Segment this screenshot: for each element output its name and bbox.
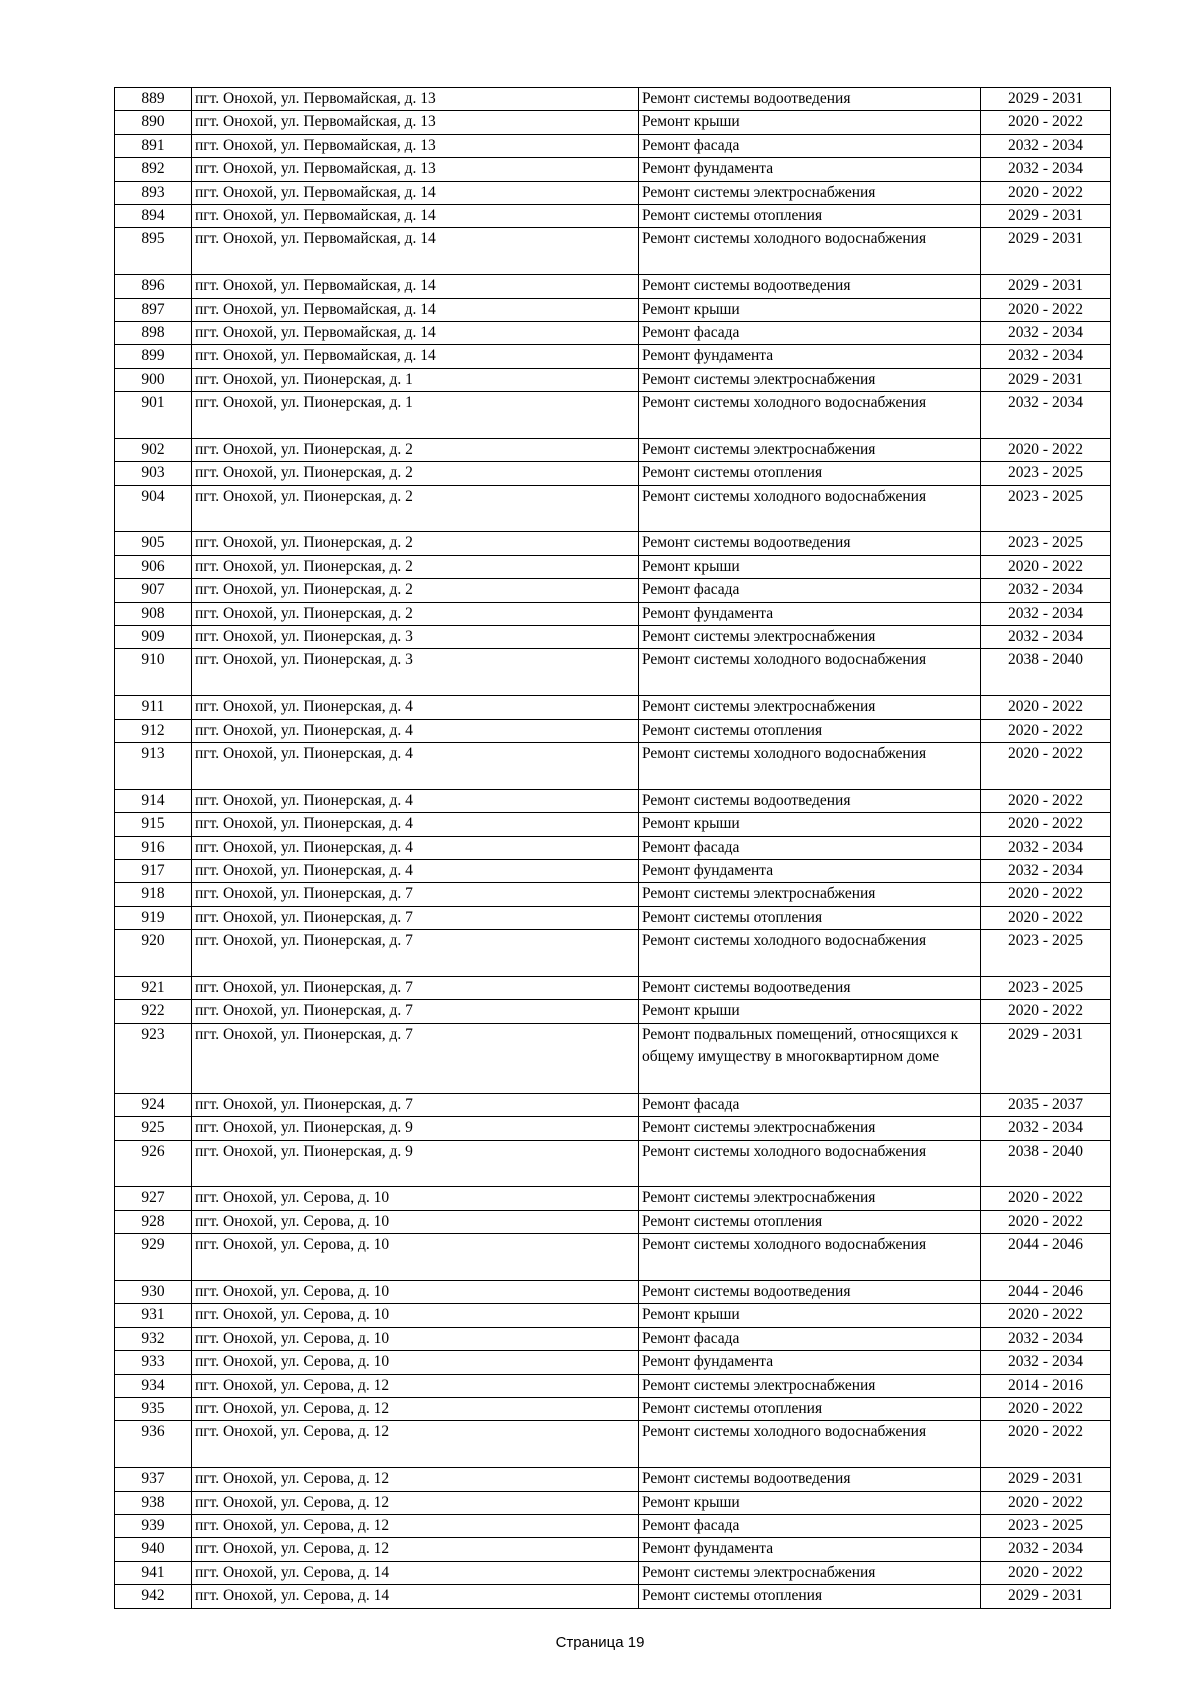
work-type-cell: Ремонт фасада [639,134,981,157]
work-type-cell: Ремонт крыши [639,111,981,134]
period-cell: 2020 - 2022 [981,719,1111,742]
table-row [115,1281,1111,1304]
period-cell: 2023 - 2025 [981,976,1111,999]
address-cell: пгт. Онохой, ул. Первомайская, д. 14 [192,321,639,344]
period-cell: 2032 - 2034 [981,626,1111,649]
address-cell: пгт. Онохой, ул. Пионерская, д. 2 [192,602,639,625]
row-number-cell: 918 [115,883,192,906]
row-number-cell: 895 [115,228,192,275]
table-row [115,859,1111,882]
period-cell: 2020 - 2022 [981,813,1111,836]
row-number-cell: 897 [115,298,192,321]
address-cell: пгт. Онохой, ул. Пионерская, д. 7 [192,976,639,999]
table-row [115,1468,1111,1491]
work-type-cell: Ремонт фундамента [639,859,981,882]
period-cell: 2029 - 2031 [981,275,1111,298]
table-row [115,321,1111,344]
row-number-cell: 941 [115,1561,192,1584]
period-cell: 2020 - 2022 [981,743,1111,790]
work-type-cell: Ремонт крыши [639,298,981,321]
table-row [115,298,1111,321]
work-type-cell: Ремонт системы холодного водоснабжения [639,1234,981,1281]
work-type-cell: Ремонт системы водоотведения [639,275,981,298]
work-type-cell: Ремонт фасада [639,1514,981,1537]
period-cell: 2014 - 2016 [981,1374,1111,1397]
row-number-cell: 933 [115,1351,192,1374]
address-cell: пгт. Онохой, ул. Пионерская, д. 4 [192,719,639,742]
period-cell: 2029 - 2031 [981,88,1111,111]
work-type-cell: Ремонт системы холодного водоснабжения [639,743,981,790]
period-cell: 2020 - 2022 [981,298,1111,321]
work-type-cell: Ремонт системы водоотведения [639,532,981,555]
work-type-cell: Ремонт системы электроснабжения [639,1374,981,1397]
row-number-cell: 927 [115,1187,192,1210]
table-row [115,134,1111,157]
address-cell: пгт. Онохой, ул. Первомайская, д. 14 [192,228,639,275]
row-number-cell: 911 [115,696,192,719]
period-cell: 2032 - 2034 [981,158,1111,181]
address-cell: пгт. Онохой, ул. Серова, д. 12 [192,1514,639,1537]
period-cell: 2044 - 2046 [981,1234,1111,1281]
period-cell: 2029 - 2031 [981,1468,1111,1491]
row-number-cell: 936 [115,1421,192,1468]
table-row [115,1234,1111,1281]
work-type-cell: Ремонт системы электроснабжения [639,438,981,461]
work-type-cell: Ремонт системы водоотведения [639,88,981,111]
table-row [115,462,1111,485]
row-number-cell: 905 [115,532,192,555]
row-number-cell: 889 [115,88,192,111]
row-number-cell: 896 [115,275,192,298]
period-cell: 2020 - 2022 [981,1304,1111,1327]
row-number-cell: 892 [115,158,192,181]
work-type-cell: Ремонт системы электроснабжения [639,1117,981,1140]
address-cell: пгт. Онохой, ул. Пионерская, д. 3 [192,649,639,696]
table-row [115,602,1111,625]
period-cell: 2044 - 2046 [981,1281,1111,1304]
period-cell: 2032 - 2034 [981,579,1111,602]
work-type-cell: Ремонт фасада [639,836,981,859]
period-cell: 2023 - 2025 [981,462,1111,485]
period-cell: 2023 - 2025 [981,532,1111,555]
table-row [115,1023,1111,1093]
address-cell: пгт. Онохой, ул. Первомайская, д. 14 [192,275,639,298]
row-number-cell: 934 [115,1374,192,1397]
row-number-cell: 904 [115,485,192,532]
period-cell: 2020 - 2022 [981,906,1111,929]
work-type-cell: Ремонт фундамента [639,1351,981,1374]
table-row [115,204,1111,227]
table-row [115,743,1111,790]
row-number-cell: 894 [115,204,192,227]
period-cell: 2020 - 2022 [981,789,1111,812]
table-row [115,789,1111,812]
table-row [115,1374,1111,1397]
table-row [115,1538,1111,1561]
address-cell: пгт. Онохой, ул. Пионерская, д. 2 [192,462,639,485]
address-cell: пгт. Онохой, ул. Пионерская, д. 1 [192,368,639,391]
work-type-cell: Ремонт системы водоотведения [639,789,981,812]
period-cell: 2038 - 2040 [981,649,1111,696]
work-type-cell: Ремонт системы отопления [639,462,981,485]
period-cell: 2029 - 2031 [981,1023,1111,1093]
work-type-cell: Ремонт крыши [639,1304,981,1327]
address-cell: пгт. Онохой, ул. Серова, д. 12 [192,1421,639,1468]
address-cell: пгт. Онохой, ул. Пионерская, д. 2 [192,555,639,578]
address-cell: пгт. Онохой, ул. Серова, д. 10 [192,1187,639,1210]
work-type-cell: Ремонт системы холодного водоснабжения [639,930,981,977]
work-type-cell: Ремонт системы отопления [639,204,981,227]
row-number-cell: 923 [115,1023,192,1093]
table-row [115,392,1111,439]
address-cell: пгт. Онохой, ул. Первомайская, д. 13 [192,158,639,181]
period-cell: 2020 - 2022 [981,555,1111,578]
row-number-cell: 924 [115,1093,192,1116]
table-row [115,976,1111,999]
address-cell: пгт. Онохой, ул. Пионерская, д. 2 [192,438,639,461]
page-number: Страница 19 [555,1634,645,1651]
table-row [115,1514,1111,1537]
period-cell: 2029 - 2031 [981,228,1111,275]
address-cell: пгт. Онохой, ул. Серова, д. 14 [192,1561,639,1584]
address-cell: пгт. Онохой, ул. Первомайская, д. 13 [192,111,639,134]
address-cell: пгт. Онохой, ул. Пионерская, д. 9 [192,1140,639,1187]
address-cell: пгт. Онохой, ул. Первомайская, д. 14 [192,298,639,321]
period-cell: 2032 - 2034 [981,1351,1111,1374]
address-cell: пгт. Онохой, ул. Серова, д. 10 [192,1234,639,1281]
address-cell: пгт. Онохой, ул. Пионерская, д. 7 [192,883,639,906]
address-cell: пгт. Онохой, ул. Пионерская, д. 9 [192,1117,639,1140]
period-cell: 2020 - 2022 [981,1210,1111,1233]
address-cell: пгт. Онохой, ул. Пионерская, д. 7 [192,1023,639,1093]
table-row [115,1187,1111,1210]
period-cell: 2020 - 2022 [981,1398,1111,1421]
row-number-cell: 914 [115,789,192,812]
work-type-cell: Ремонт системы электроснабжения [639,1187,981,1210]
period-cell: 2020 - 2022 [981,1421,1111,1468]
address-cell: пгт. Онохой, ул. Пионерская, д. 4 [192,743,639,790]
address-cell: пгт. Онохой, ул. Пионерская, д. 3 [192,626,639,649]
work-type-cell: Ремонт фундамента [639,345,981,368]
table-row [115,1491,1111,1514]
address-cell: пгт. Онохой, ул. Пионерская, д. 2 [192,579,639,602]
table-row [115,88,1111,111]
table-row [115,1561,1111,1584]
table-row [115,1000,1111,1023]
table-row [115,181,1111,204]
work-type-cell: Ремонт системы электроснабжения [639,1561,981,1584]
table-row [115,1140,1111,1187]
work-type-cell: Ремонт системы электроснабжения [639,883,981,906]
period-cell: 2020 - 2022 [981,111,1111,134]
row-number-cell: 929 [115,1234,192,1281]
period-cell: 2032 - 2034 [981,836,1111,859]
table-row [115,485,1111,532]
period-cell: 2020 - 2022 [981,181,1111,204]
address-cell: пгт. Онохой, ул. Серова, д. 12 [192,1398,639,1421]
table-row [115,930,1111,977]
row-number-cell: 890 [115,111,192,134]
repair-schedule-table [114,87,1111,1609]
work-type-cell: Ремонт системы отопления [639,1398,981,1421]
address-cell: пгт. Онохой, ул. Пионерская, д. 4 [192,789,639,812]
row-number-cell: 891 [115,134,192,157]
address-cell: пгт. Онохой, ул. Пионерская, д. 2 [192,485,639,532]
address-cell: пгт. Онохой, ул. Пионерская, д. 7 [192,1093,639,1116]
work-type-cell: Ремонт системы водоотведения [639,1281,981,1304]
work-type-cell: Ремонт системы отопления [639,1210,981,1233]
work-type-cell: Ремонт системы отопления [639,906,981,929]
address-cell: пгт. Онохой, ул. Пионерская, д. 4 [192,696,639,719]
address-cell: пгт. Онохой, ул. Серова, д. 10 [192,1351,639,1374]
table-row [115,532,1111,555]
table-row [115,883,1111,906]
work-type-cell: Ремонт системы отопления [639,719,981,742]
work-type-cell: Ремонт системы холодного водоснабжения [639,1421,981,1468]
address-cell: пгт. Онохой, ул. Серова, д. 14 [192,1585,639,1608]
address-cell: пгт. Онохой, ул. Серова, д. 10 [192,1304,639,1327]
table-row [115,275,1111,298]
row-number-cell: 919 [115,906,192,929]
row-number-cell: 909 [115,626,192,649]
work-type-cell: Ремонт крыши [639,1000,981,1023]
address-cell: пгт. Онохой, ул. Серова, д. 10 [192,1327,639,1350]
row-number-cell: 917 [115,859,192,882]
address-cell: пгт. Онохой, ул. Первомайская, д. 14 [192,204,639,227]
table-row [115,696,1111,719]
row-number-cell: 925 [115,1117,192,1140]
period-cell: 2023 - 2025 [981,1514,1111,1537]
table-row [115,719,1111,742]
row-number-cell: 903 [115,462,192,485]
period-cell: 2032 - 2034 [981,345,1111,368]
period-cell: 2020 - 2022 [981,696,1111,719]
table-row [115,111,1111,134]
address-cell: пгт. Онохой, ул. Пионерская, д. 7 [192,1000,639,1023]
table-row [115,1351,1111,1374]
period-cell: 2032 - 2034 [981,602,1111,625]
row-number-cell: 899 [115,345,192,368]
table-row [115,579,1111,602]
row-number-cell: 902 [115,438,192,461]
work-type-cell: Ремонт системы электроснабжения [639,181,981,204]
table-row [115,1117,1111,1140]
period-cell: 2035 - 2037 [981,1093,1111,1116]
work-type-cell: Ремонт фасада [639,579,981,602]
address-cell: пгт. Онохой, ул. Первомайская, д. 14 [192,181,639,204]
period-cell: 2023 - 2025 [981,485,1111,532]
row-number-cell: 907 [115,579,192,602]
address-cell: пгт. Онохой, ул. Пионерская, д. 4 [192,813,639,836]
period-cell: 2032 - 2034 [981,1538,1111,1561]
work-type-cell: Ремонт крыши [639,813,981,836]
address-cell: пгт. Онохой, ул. Серова, д. 12 [192,1538,639,1561]
table-row [115,438,1111,461]
period-cell: 2032 - 2034 [981,392,1111,439]
table-body [115,88,1111,1609]
work-type-cell: Ремонт системы холодного водоснабжения [639,1140,981,1187]
table-row [115,1327,1111,1350]
work-type-cell: Ремонт системы электроснабжения [639,626,981,649]
table-row [115,228,1111,275]
work-type-cell: Ремонт системы водоотведения [639,976,981,999]
row-number-cell: 940 [115,1538,192,1561]
row-number-cell: 912 [115,719,192,742]
work-type-cell: Ремонт подвальных помещений, относящихся к общему имуществу в многоквартирном доме [639,1023,981,1093]
work-type-cell: Ремонт системы холодного водоснабжения [639,649,981,696]
address-cell: пгт. Онохой, ул. Серова, д. 12 [192,1491,639,1514]
period-cell: 2038 - 2040 [981,1140,1111,1187]
row-number-cell: 931 [115,1304,192,1327]
address-cell: пгт. Онохой, ул. Серова, д. 12 [192,1468,639,1491]
address-cell: пгт. Онохой, ул. Первомайская, д. 14 [192,345,639,368]
address-cell: пгт. Онохой, ул. Пионерская, д. 1 [192,392,639,439]
address-cell: пгт. Онохой, ул. Серова, д. 12 [192,1374,639,1397]
row-number-cell: 922 [115,1000,192,1023]
work-type-cell: Ремонт фасада [639,321,981,344]
table-row [115,1421,1111,1468]
table-row [115,1585,1111,1608]
row-number-cell: 937 [115,1468,192,1491]
work-type-cell: Ремонт системы холодного водоснабжения [639,485,981,532]
address-cell: пгт. Онохой, ул. Серова, д. 10 [192,1210,639,1233]
row-number-cell: 898 [115,321,192,344]
table-row [115,345,1111,368]
row-number-cell: 938 [115,1491,192,1514]
work-type-cell: Ремонт фундамента [639,602,981,625]
work-type-cell: Ремонт фасада [639,1093,981,1116]
row-number-cell: 893 [115,181,192,204]
table-row [115,1398,1111,1421]
row-number-cell: 910 [115,649,192,696]
table-row [115,1210,1111,1233]
period-cell: 2020 - 2022 [981,438,1111,461]
address-cell: пгт. Онохой, ул. Пионерская, д. 4 [192,859,639,882]
table-row [115,649,1111,696]
address-cell: пгт. Онохой, ул. Пионерская, д. 2 [192,532,639,555]
period-cell: 2029 - 2031 [981,1585,1111,1608]
period-cell: 2020 - 2022 [981,883,1111,906]
work-type-cell: Ремонт крыши [639,1491,981,1514]
row-number-cell: 939 [115,1514,192,1537]
period-cell: 2029 - 2031 [981,204,1111,227]
table-row [115,555,1111,578]
table-row [115,368,1111,391]
row-number-cell: 921 [115,976,192,999]
work-type-cell: Ремонт фундамента [639,1538,981,1561]
table-row [115,626,1111,649]
period-cell: 2020 - 2022 [981,1561,1111,1584]
table-row [115,158,1111,181]
address-cell: пгт. Онохой, ул. Первомайская, д. 13 [192,88,639,111]
period-cell: 2032 - 2034 [981,1117,1111,1140]
period-cell: 2032 - 2034 [981,1327,1111,1350]
address-cell: пгт. Онохой, ул. Серова, д. 10 [192,1281,639,1304]
table-row [115,906,1111,929]
row-number-cell: 942 [115,1585,192,1608]
row-number-cell: 906 [115,555,192,578]
address-cell: пгт. Онохой, ул. Пионерская, д. 7 [192,930,639,977]
table-row [115,836,1111,859]
work-type-cell: Ремонт системы холодного водоснабжения [639,392,981,439]
row-number-cell: 913 [115,743,192,790]
period-cell: 2020 - 2022 [981,1491,1111,1514]
work-type-cell: Ремонт системы водоотведения [639,1468,981,1491]
period-cell: 2023 - 2025 [981,930,1111,977]
row-number-cell: 928 [115,1210,192,1233]
table-row [115,1304,1111,1327]
work-type-cell: Ремонт системы электроснабжения [639,368,981,391]
row-number-cell: 920 [115,930,192,977]
work-type-cell: Ремонт системы холодного водоснабжения [639,228,981,275]
row-number-cell: 900 [115,368,192,391]
period-cell: 2032 - 2034 [981,859,1111,882]
row-number-cell: 932 [115,1327,192,1350]
row-number-cell: 915 [115,813,192,836]
work-type-cell: Ремонт фундамента [639,158,981,181]
address-cell: пгт. Онохой, ул. Пионерская, д. 4 [192,836,639,859]
row-number-cell: 930 [115,1281,192,1304]
work-type-cell: Ремонт системы электроснабжения [639,696,981,719]
work-type-cell: Ремонт крыши [639,555,981,578]
address-cell: пгт. Онохой, ул. Первомайская, д. 13 [192,134,639,157]
row-number-cell: 935 [115,1398,192,1421]
row-number-cell: 926 [115,1140,192,1187]
period-cell: 2032 - 2034 [981,321,1111,344]
period-cell: 2032 - 2034 [981,134,1111,157]
row-number-cell: 901 [115,392,192,439]
row-number-cell: 908 [115,602,192,625]
table-row [115,1093,1111,1116]
row-number-cell: 916 [115,836,192,859]
work-type-cell: Ремонт фасада [639,1327,981,1350]
work-type-cell: Ремонт системы отопления [639,1585,981,1608]
period-cell: 2029 - 2031 [981,368,1111,391]
period-cell: 2020 - 2022 [981,1187,1111,1210]
address-cell: пгт. Онохой, ул. Пионерская, д. 7 [192,906,639,929]
table-row [115,813,1111,836]
period-cell: 2020 - 2022 [981,1000,1111,1023]
